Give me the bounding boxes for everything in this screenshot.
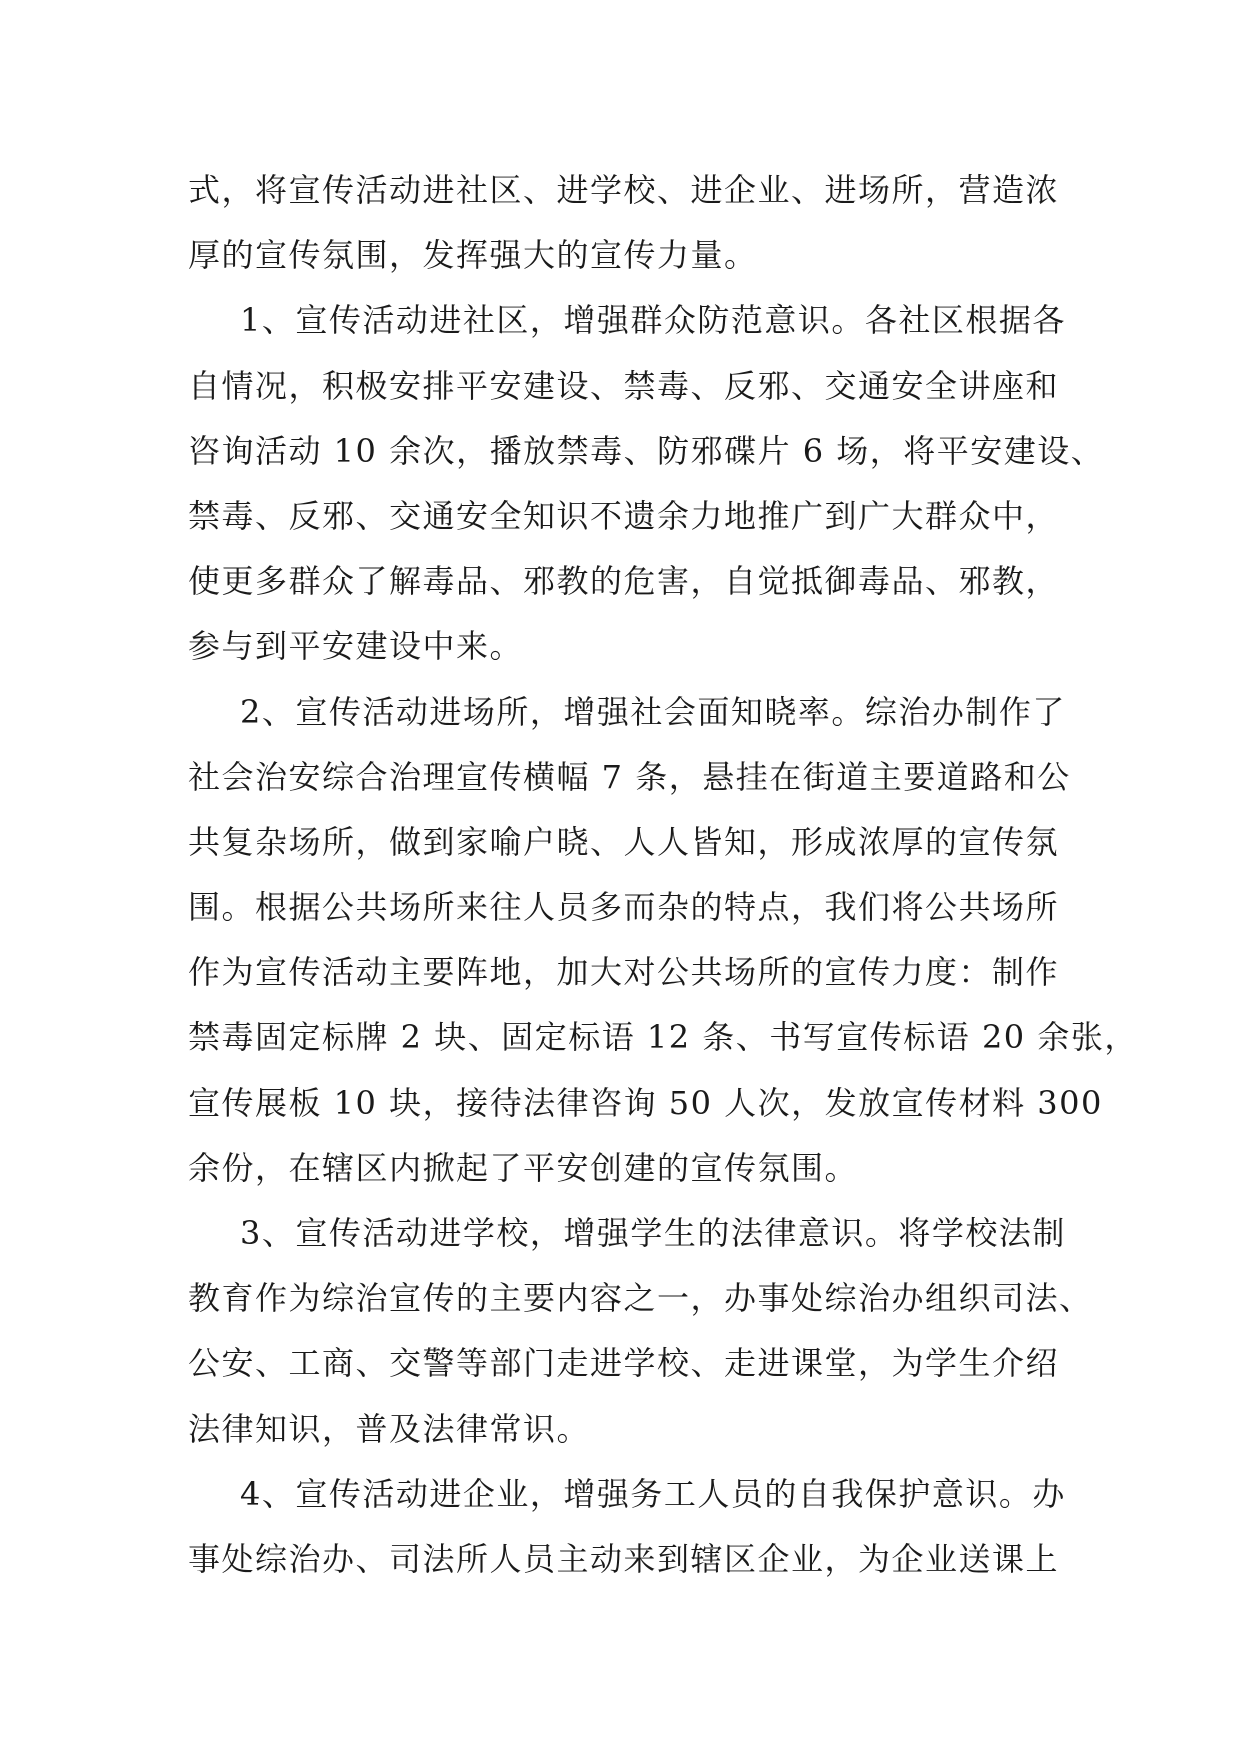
text-line: 社会治安综合治理宣传横幅 7 条，悬挂在街道主要道路和公	[188, 757, 1071, 796]
paragraph-4-heading-line: 4、宣传活动进企业，增强务工人员的自我保护意识。办	[240, 1474, 1066, 1513]
text-line: 使更多群众了解毒品、邪教的危害，自觉抵御毒品、邪教，	[188, 562, 1060, 601]
paragraph-2-heading-line: 2、宣传活动进场所，增强社会面知晓率。综治办制作了	[240, 692, 1066, 731]
text-line: 法律知识，普及法律常识。	[188, 1409, 591, 1448]
text-line: 共复杂场所，做到家喻户晓、人人皆知，形成浓厚的宣传氛	[188, 822, 1060, 861]
paragraph-1-heading-line: 1、宣传活动进社区，增强群众防范意识。各社区根据各	[240, 301, 1066, 340]
text-line: 自情况，积极安排平安建设、禁毒、反邪、交通安全讲座和	[188, 366, 1060, 405]
paragraph-3-heading-line: 3、宣传活动进学校，增强学生的法律意识。将学校法制	[240, 1214, 1066, 1252]
text-line: 禁毒固定标牌 2 块、固定标语 12 条、书写宣传标语 20 余张，	[188, 1018, 1138, 1057]
text-line: 事处综治办、司法所人员主动来到辖区企业，为企业送课上	[188, 1539, 1060, 1578]
text-line: 作为宣传活动主要阵地，加大对公共场所的宣传力度：制作	[188, 953, 1060, 992]
text-line: 围。根据公共场所来往人员多而杂的特点，我们将公共场所	[188, 888, 1060, 927]
text-line: 参与到平安建设中来。	[188, 627, 524, 666]
text-line: 宣传展板 10 块，接待法律咨询 50 人次，发放宣传材料 300	[188, 1083, 1103, 1122]
text-line: 厚的宣传氛围，发挥强大的宣传力量。	[188, 236, 758, 275]
document-body	[188, 158, 1138, 1592]
text-line: 教育作为综治宣传的主要内容之一，办事处综治办组织司法、	[188, 1279, 1093, 1318]
text-line: 咨询活动 10 余次，播放禁毒、防邪碟片 6 场，将平安建设、	[188, 431, 1105, 470]
text-line: 式，将宣传活动进社区、进学校、进企业、进场所，营造浓	[188, 171, 1060, 209]
text-line: 公安、工商、交警等部门走进学校、走进课堂，为学生介绍	[188, 1344, 1060, 1383]
text-line: 禁毒、反邪、交通安全知识不遗余力地推广到广大群众中，	[188, 496, 1060, 535]
text-line: 余份，在辖区内掀起了平安创建的宣传氛围。	[188, 1148, 859, 1187]
